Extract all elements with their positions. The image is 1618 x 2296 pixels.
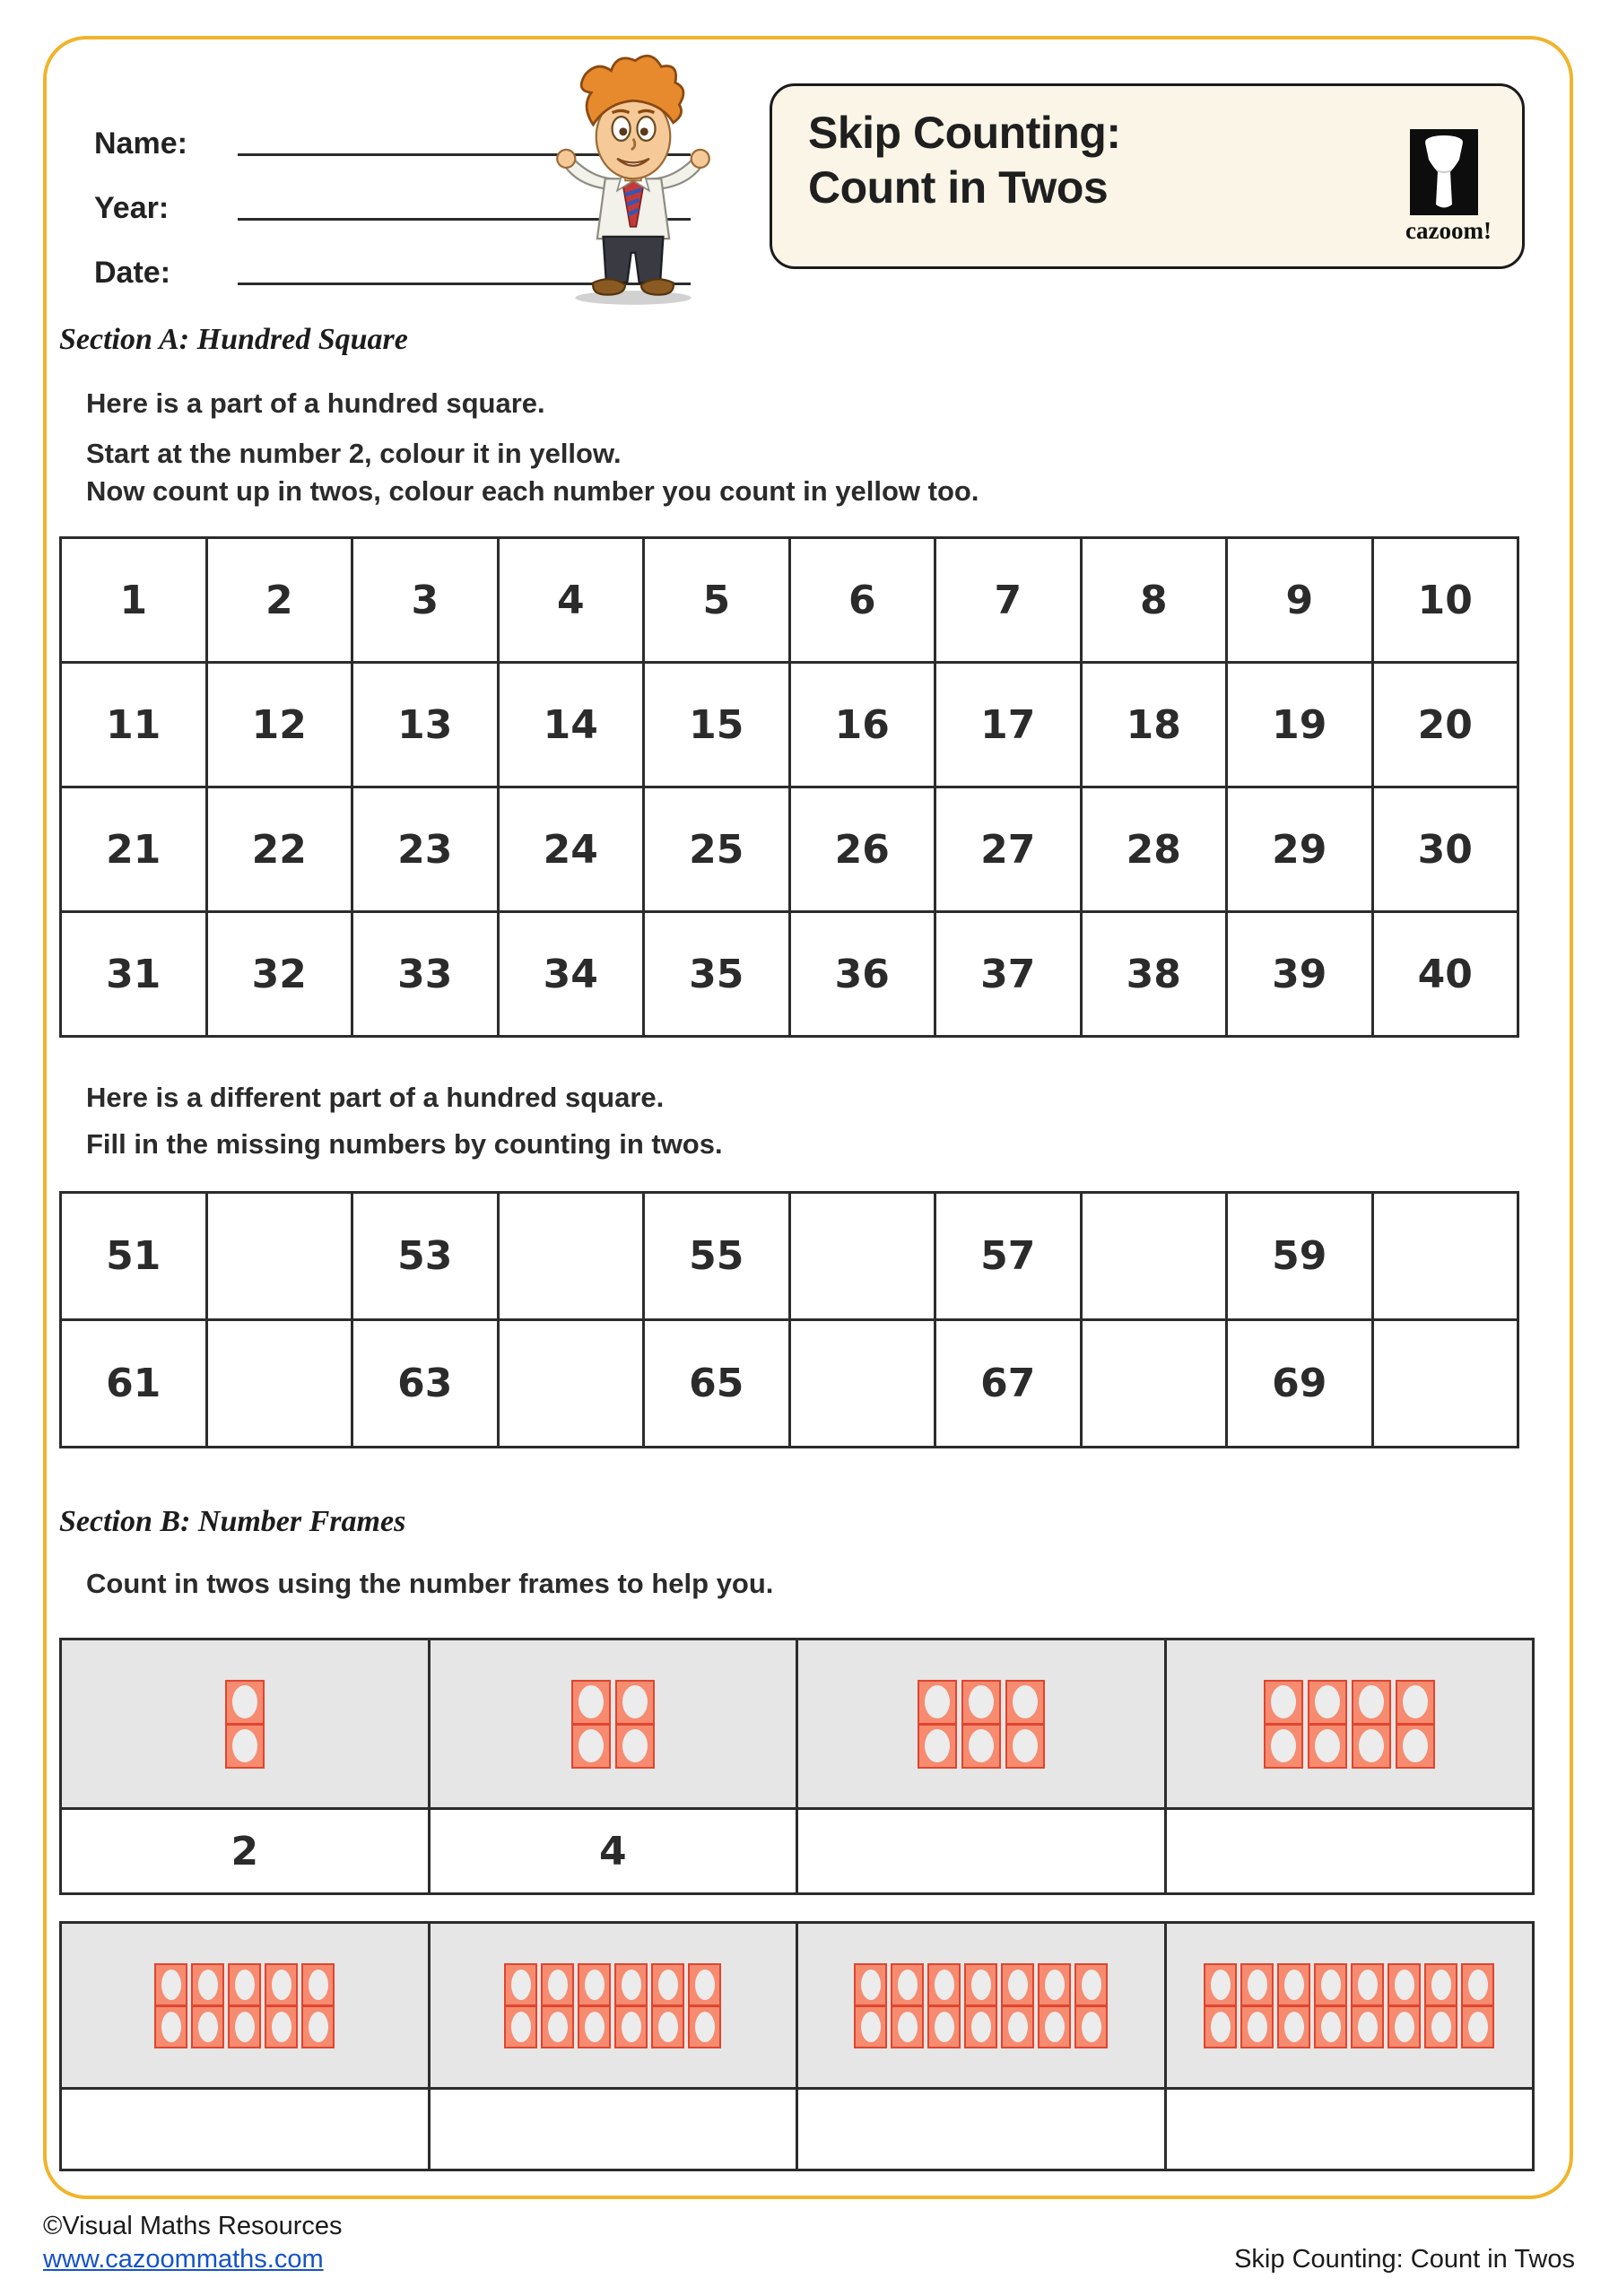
grid-cell-10: 10 — [1374, 539, 1518, 661]
counter-dot — [1211, 2012, 1231, 2042]
grid-cell-33: 33 — [353, 913, 497, 1035]
counter-square — [1005, 1724, 1045, 1769]
section-a-instruction-5: Fill in the missing numbers by counting in twos. — [86, 1128, 723, 1160]
grid-cell-37: 37 — [936, 913, 1080, 1035]
counter-dot — [578, 1729, 604, 1762]
counter-square — [964, 1963, 997, 2006]
counter-square — [651, 1963, 684, 2006]
counter-dot — [309, 2012, 328, 2042]
counter-dot — [1248, 2012, 1267, 2042]
counter-dot — [511, 2012, 531, 2042]
counter-square — [191, 2005, 224, 2048]
counter-dot — [1359, 1729, 1384, 1762]
counter-square — [854, 2005, 887, 2048]
grid-cell-22: 22 — [208, 788, 352, 910]
grid-cell-19: 19 — [1228, 664, 1371, 786]
counter-square — [1001, 2005, 1034, 2048]
worksheet-title-box — [770, 83, 1525, 269]
counter-dot — [585, 2012, 605, 2042]
grid-cell-63: 63 — [353, 1321, 497, 1446]
counter-square — [614, 1963, 648, 2006]
counter-dot — [511, 1970, 531, 2000]
counter-dot — [548, 1970, 568, 2000]
number-frame-cell — [798, 1924, 1164, 2087]
counter-square — [1074, 1963, 1108, 2006]
number-frame-10-counters — [152, 1963, 336, 2048]
counter-square — [228, 2005, 261, 2048]
counter-dot — [695, 1970, 715, 2000]
counter-dot — [1082, 2012, 1101, 2042]
counter-dot — [658, 1970, 678, 2000]
grid-cell-9: 9 — [1228, 539, 1371, 661]
name-label: Name: — [94, 126, 187, 161]
counter-square — [688, 1963, 721, 2006]
counter-dot — [1403, 1729, 1428, 1762]
grid-cell-8: 8 — [1083, 539, 1226, 661]
hundred-square-grid-1-40 — [59, 536, 1519, 1038]
number-frame-14-counters — [852, 1963, 1109, 2048]
grid-cell-23: 23 — [353, 788, 497, 910]
counter-square — [891, 2005, 924, 2048]
counter-dot — [309, 1970, 328, 2000]
counter-dot — [1395, 2012, 1414, 2042]
counter-square — [1264, 1724, 1303, 1769]
counter-dot — [1248, 1970, 1267, 2000]
worksheet-title — [808, 106, 1121, 215]
footer-worksheet-title: Skip Counting: Count in Twos — [1234, 2245, 1575, 2274]
counter-square — [1240, 2005, 1274, 2048]
section-b-heading: Section B: Number Frames — [59, 1505, 406, 1538]
counter-square — [1308, 1724, 1347, 1769]
counter-square — [1005, 1680, 1045, 1725]
counter-square — [571, 1724, 611, 1769]
grid-cell-32: 32 — [208, 913, 352, 1035]
counter-square — [225, 1680, 265, 1725]
counter-square — [571, 1680, 611, 1725]
counter-dot — [161, 1970, 181, 2000]
counter-square — [1277, 1963, 1310, 2006]
counter-dot — [1008, 2012, 1028, 2042]
grid-cell-21: 21 — [62, 788, 205, 910]
grid-cell-blank[interactable] — [500, 1321, 643, 1446]
cazoom-logo-text: cazoom! — [1405, 217, 1492, 244]
grid-cell-61: 61 — [62, 1321, 205, 1446]
grid-cell-blank[interactable] — [1083, 1321, 1226, 1446]
counter-dot — [1211, 1970, 1231, 2000]
grid-cell-65: 65 — [645, 1321, 788, 1446]
counter-dot — [1045, 2012, 1065, 2042]
counter-dot — [971, 1970, 991, 2000]
grid-cell-7: 7 — [936, 539, 1080, 661]
grid-cell-14: 14 — [500, 664, 643, 786]
grid-cell-blank[interactable] — [1083, 1194, 1226, 1318]
counter-dot — [898, 2012, 918, 2042]
grid-cell-4: 4 — [500, 539, 643, 661]
counter-dot — [1013, 1685, 1038, 1718]
counter-square — [1396, 1680, 1435, 1725]
grid-cell-blank[interactable] — [500, 1194, 643, 1318]
section-a-instruction-1: Here is a part of a hundred square. — [86, 387, 545, 419]
grid-cell-17: 17 — [936, 664, 1080, 786]
grid-cell-blank[interactable] — [1374, 1194, 1518, 1318]
grid-cell-57: 57 — [936, 1194, 1080, 1318]
counter-square — [615, 1724, 655, 1769]
counter-square — [615, 1680, 655, 1725]
counter-dot — [232, 1729, 257, 1762]
counter-square — [1277, 2005, 1310, 2048]
date-label: Date: — [94, 256, 171, 290]
counter-square — [578, 1963, 611, 2006]
number-frame-12-counters — [502, 1963, 723, 2048]
counter-dot — [548, 2012, 568, 2042]
counter-dot — [1321, 2012, 1341, 2042]
counter-square — [1308, 1680, 1347, 1725]
frame-answer-blank[interactable] — [798, 1810, 1164, 1892]
grid-cell-30: 30 — [1374, 788, 1518, 910]
grid-cell-40: 40 — [1374, 913, 1518, 1035]
counter-dot — [935, 2012, 954, 2042]
counter-square — [927, 1963, 961, 2006]
grid-cell-blank[interactable] — [791, 1321, 935, 1446]
grid-cell-20: 20 — [1374, 664, 1518, 786]
counter-square — [1240, 1963, 1274, 2006]
counter-dot — [235, 1970, 255, 2000]
section-a-instruction-3: Now count up in twos, colour each number you count in yellow too. — [86, 475, 979, 507]
counter-square — [1351, 1963, 1384, 2006]
counter-square — [927, 2005, 961, 2048]
section-a-instruction-4: Here is a different part of a hundred square. — [86, 1082, 665, 1113]
counter-dot — [1315, 1729, 1340, 1762]
hundred-square-grid-51-70-missing — [59, 1191, 1519, 1448]
number-frame-cell — [431, 1924, 796, 2087]
counter-dot — [272, 2012, 291, 2042]
counter-square — [1424, 2005, 1457, 2048]
section-b-instruction: Count in twos using the number frames to help you. — [86, 1568, 774, 1599]
grid-cell-18: 18 — [1083, 664, 1226, 786]
number-frames-table-2 — [59, 1921, 1535, 2171]
counter-dot — [1045, 1970, 1065, 2000]
counter-dot — [969, 1729, 994, 1762]
counter-square — [1204, 2005, 1237, 2048]
grid-cell-12: 12 — [208, 664, 352, 786]
counter-dot — [585, 1970, 605, 2000]
counter-dot — [695, 2012, 715, 2042]
title-line-1: Skip Counting: — [808, 108, 1121, 158]
grid-cell-55: 55 — [645, 1194, 788, 1318]
grid-cell-13: 13 — [353, 664, 497, 786]
counter-dot — [925, 1729, 950, 1762]
counter-dot — [861, 1970, 881, 2000]
counter-dot — [1284, 1970, 1304, 2000]
counter-square — [1387, 1963, 1421, 2006]
number-frame-2-counters — [222, 1680, 266, 1769]
counter-dot — [1321, 1970, 1341, 2000]
counter-square — [1352, 1724, 1391, 1769]
counter-square — [1387, 2005, 1421, 2048]
counter-square — [1424, 1963, 1457, 2006]
counter-square — [191, 1963, 224, 2006]
frame-answer-blank[interactable] — [1167, 2090, 1533, 2169]
grid-cell-11: 11 — [62, 664, 205, 786]
number-frame-8-counters — [1261, 1680, 1437, 1769]
counter-square — [854, 1963, 887, 2006]
counter-dot — [622, 2012, 641, 2042]
counter-square — [614, 2005, 648, 2048]
counter-dot — [1013, 1729, 1038, 1762]
frame-answer-blank[interactable] — [798, 2090, 1164, 2169]
counter-square — [154, 2005, 187, 2048]
grid-cell-25: 25 — [645, 788, 788, 910]
grid-cell-29: 29 — [1228, 788, 1371, 910]
section-a-instruction-2: Start at the number 2, colour it in yellow. — [86, 438, 622, 469]
counter-dot — [622, 1970, 641, 2000]
number-frame-cell — [1167, 1924, 1533, 2087]
grid-cell-blank[interactable] — [208, 1321, 352, 1446]
counter-dot — [1431, 2012, 1451, 2042]
counter-dot — [925, 1685, 950, 1718]
grid-cell-31: 31 — [62, 913, 205, 1035]
counter-dot — [1468, 2012, 1488, 2042]
section-a-heading: Section A: Hundred Square — [59, 323, 408, 356]
number-frame-cell — [798, 1640, 1164, 1807]
grid-cell-27: 27 — [936, 788, 1080, 910]
counter-dot — [622, 1729, 648, 1762]
counter-square — [918, 1680, 957, 1725]
counter-dot — [1271, 1729, 1296, 1762]
cazoom-logo — [1405, 129, 1492, 245]
number-frame-cell — [62, 1924, 428, 2087]
number-frame-6-counters — [915, 1680, 1047, 1769]
counter-square — [1352, 1680, 1391, 1725]
counter-square — [504, 1963, 537, 2006]
counter-dot — [1284, 2012, 1304, 2042]
grid-cell-15: 15 — [645, 664, 788, 786]
counter-square — [1314, 1963, 1347, 2006]
counter-dot — [578, 1685, 604, 1718]
counter-square — [228, 1963, 261, 2006]
counter-square — [154, 1963, 187, 2006]
grid-cell-53: 53 — [353, 1194, 497, 1318]
counter-dot — [1271, 1685, 1296, 1718]
number-frames-table-1 — [59, 1638, 1535, 1895]
grid-cell-blank[interactable] — [208, 1194, 352, 1318]
frame-answer-4: 4 — [431, 1810, 796, 1892]
counter-dot — [198, 1970, 218, 2000]
grid-cell-39: 39 — [1228, 913, 1371, 1035]
counter-square — [504, 2005, 537, 2048]
counter-dot — [969, 1685, 994, 1718]
counter-square — [541, 1963, 574, 2006]
number-frame-cell — [431, 1640, 796, 1807]
grid-cell-36: 36 — [791, 913, 935, 1035]
frame-answer-2: 2 — [62, 1810, 428, 1892]
counter-square — [265, 1963, 298, 2006]
copyright-text: ©Visual Maths Resources — [43, 2212, 343, 2240]
grid-cell-2: 2 — [208, 539, 352, 661]
counter-dot — [658, 2012, 678, 2042]
counter-square — [918, 1724, 957, 1769]
counter-square — [1461, 1963, 1494, 2006]
counter-dot — [198, 2012, 218, 2042]
counter-dot — [1008, 1970, 1028, 2000]
counter-dot — [161, 2012, 181, 2042]
counter-square — [1264, 1680, 1303, 1725]
counter-square — [961, 1724, 1001, 1769]
counter-dot — [1431, 1970, 1451, 2000]
counter-dot — [622, 1685, 648, 1718]
grid-cell-67: 67 — [936, 1321, 1080, 1446]
grid-cell-6: 6 — [791, 539, 935, 661]
number-frame-16-counters — [1202, 1963, 1496, 2048]
counter-dot — [1359, 1685, 1384, 1718]
number-frame-4-counters — [569, 1680, 657, 1769]
counter-square — [1038, 2005, 1071, 2048]
counter-dot — [861, 2012, 881, 2042]
counter-square — [964, 2005, 997, 2048]
counter-square — [265, 2005, 298, 2048]
grid-cell-24: 24 — [500, 788, 643, 910]
counter-dot — [272, 1970, 291, 2000]
counter-dot — [1358, 2012, 1378, 2042]
counter-square — [1351, 2005, 1384, 2048]
cartoon-boy-mascot-illustration — [531, 47, 735, 307]
counter-dot — [235, 2012, 255, 2042]
counter-square — [688, 2005, 721, 2048]
counter-square — [891, 1963, 924, 2006]
grid-cell-34: 34 — [500, 913, 643, 1035]
title-line-2: Count in Twos — [808, 162, 1109, 213]
grid-cell-51: 51 — [62, 1194, 205, 1318]
counter-dot — [1082, 1970, 1101, 2000]
grid-cell-35: 35 — [645, 913, 788, 1035]
counter-dot — [1403, 1685, 1428, 1718]
cazoom-drum-icon — [1410, 129, 1478, 215]
grid-cell-1: 1 — [62, 539, 205, 661]
grid-cell-3: 3 — [353, 539, 497, 661]
number-frame-cell — [62, 1640, 428, 1807]
counter-square — [1001, 1963, 1034, 2006]
frame-answer-blank[interactable] — [1167, 1810, 1533, 1892]
grid-cell-5: 5 — [645, 539, 788, 661]
grid-cell-28: 28 — [1083, 788, 1226, 910]
frame-answer-blank[interactable] — [62, 2090, 428, 2169]
counter-square — [301, 1963, 335, 2006]
counter-dot — [1468, 1970, 1488, 2000]
frame-answer-blank[interactable] — [431, 2090, 796, 2169]
counter-square — [541, 2005, 574, 2048]
counter-square — [1038, 1963, 1071, 2006]
number-frame-cell — [1167, 1640, 1533, 1807]
grid-cell-blank[interactable] — [1374, 1321, 1518, 1446]
counter-square — [301, 2005, 335, 2048]
counter-square — [651, 2005, 684, 2048]
counter-square — [1204, 1963, 1237, 2006]
grid-cell-26: 26 — [791, 788, 935, 910]
counter-square — [1074, 2005, 1108, 2048]
counter-square — [1396, 1724, 1435, 1769]
counter-square — [961, 1680, 1001, 1725]
counter-square — [225, 1724, 265, 1769]
counter-square — [1461, 2005, 1494, 2048]
grid-cell-16: 16 — [791, 664, 935, 786]
counter-dot — [1358, 1970, 1378, 2000]
grid-cell-69: 69 — [1228, 1321, 1371, 1446]
counter-dot — [232, 1685, 257, 1718]
counter-square — [578, 2005, 611, 2048]
counter-dot — [935, 1970, 954, 2000]
counter-dot — [1315, 1685, 1340, 1718]
cazoommaths-link[interactable]: www.cazoommaths.com — [43, 2245, 324, 2274]
grid-cell-38: 38 — [1083, 913, 1226, 1035]
counter-dot — [1395, 1970, 1414, 2000]
grid-cell-59: 59 — [1228, 1194, 1371, 1318]
grid-cell-blank[interactable] — [791, 1194, 935, 1318]
counter-dot — [971, 2012, 991, 2042]
counter-square — [1314, 2005, 1347, 2048]
counter-dot — [898, 1970, 918, 2000]
year-label: Year: — [94, 191, 170, 225]
